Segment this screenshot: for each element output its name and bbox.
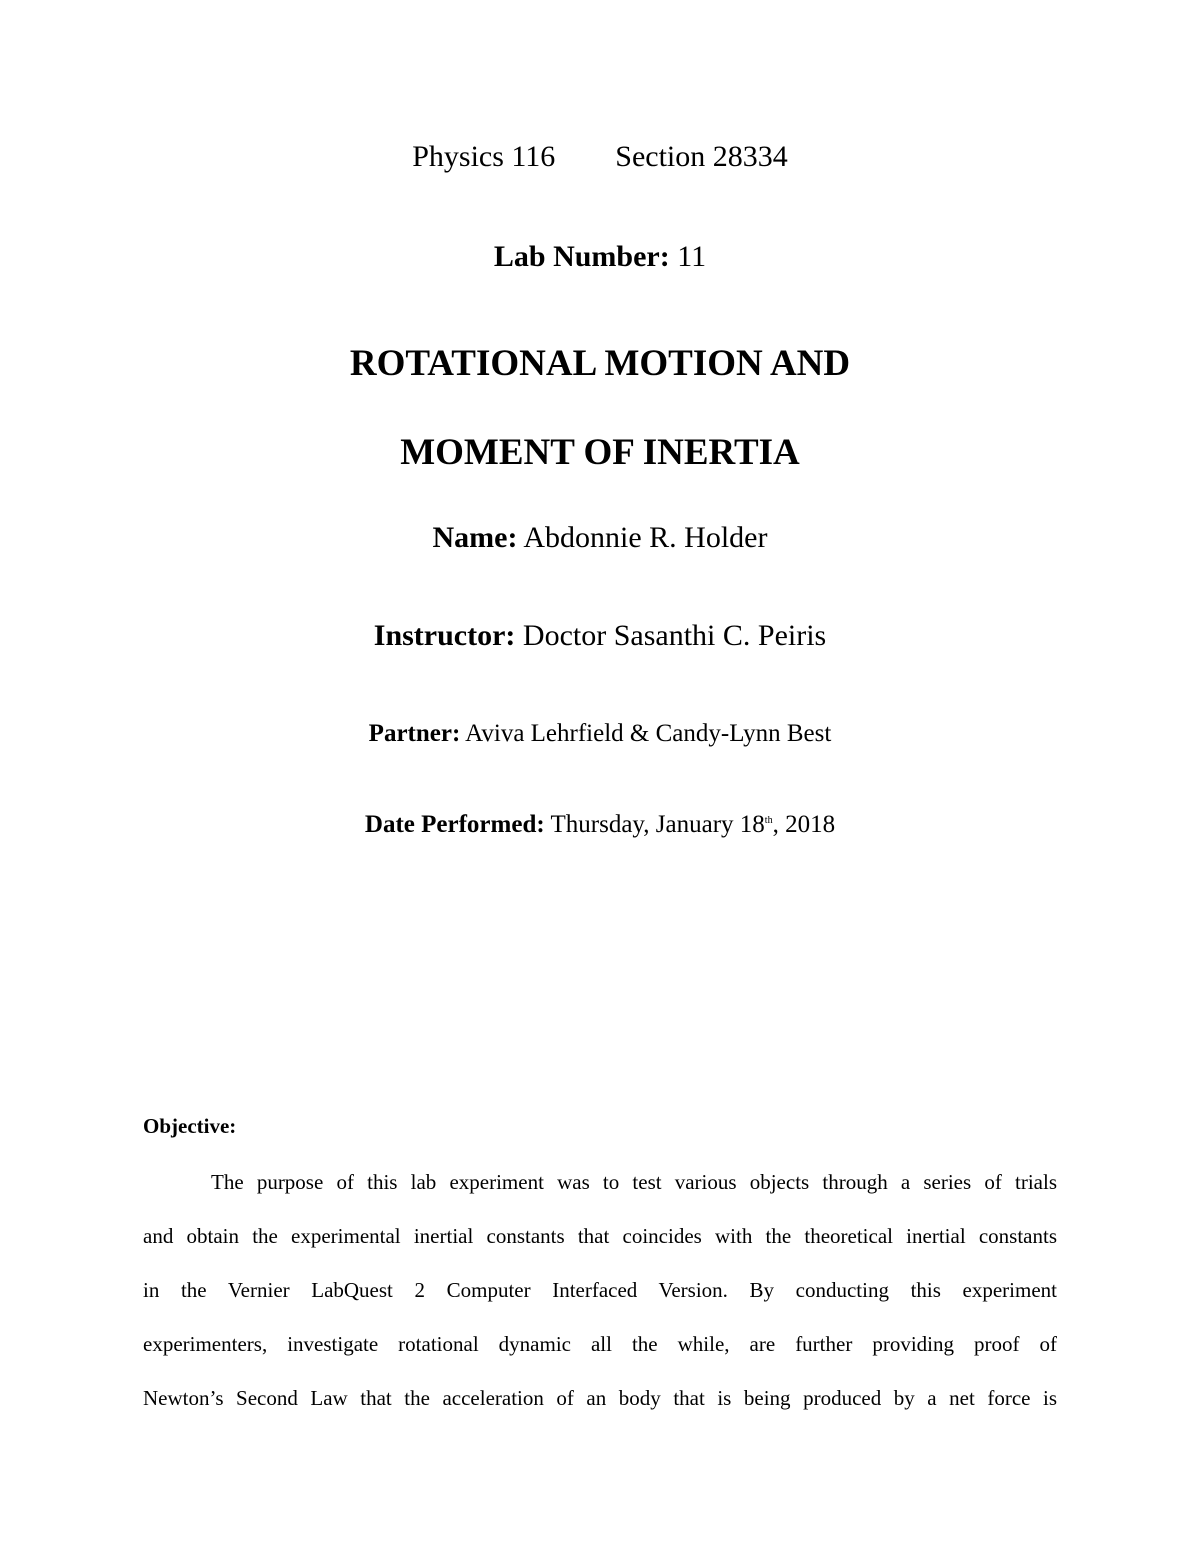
date-performed-line (0, 811, 1200, 839)
paragraph-line: The purpose of this lab experiment was to test various objects through a series of trials (211, 1170, 1057, 1194)
section-number: Section 28334 (615, 140, 788, 173)
course-section-line (0, 140, 1200, 174)
lab-number-line (0, 240, 1200, 274)
partner-value: Aviva Lehrfield & Candy-Lynn Best (465, 720, 832, 747)
date-label: Date Performed: (364, 811, 545, 838)
date-value-year: , 2018 (772, 811, 836, 838)
name-value: Abdonnie R. Holder (523, 521, 768, 554)
date-ordinal-suffix: th (764, 815, 773, 826)
date-value-day: Thursday, January 18 (550, 811, 765, 838)
course-name: Physics 116 (412, 140, 556, 173)
paragraph-line: and obtain the experimental inertial constants that coincides with the theoretical inertial constants (143, 1224, 1057, 1248)
lab-number-label: Lab Number: (493, 240, 670, 273)
instructor-label: Instructor: (373, 619, 516, 652)
student-name-line (0, 521, 1200, 555)
document-title-line-1: ROTATIONAL MOTION AND (349, 343, 851, 384)
document-title-line-2: MOMENT OF INERTIA (400, 432, 800, 473)
objective-heading: Objective: (143, 1114, 237, 1138)
paragraph-line: experimenters, investigate rotational dynamic all the while, are further providing proof of (143, 1332, 1057, 1356)
name-label: Name: (432, 521, 518, 554)
instructor-line (0, 619, 1200, 653)
lab-number-value: 11 (677, 240, 707, 273)
instructor-value: Doctor Sasanthi C. Peiris (522, 619, 827, 652)
date-value (551, 811, 836, 838)
partner-label: Partner: (368, 720, 461, 747)
paragraph-line: Newton’s Second Law that the acceleration of an body that is being produced by a net force is (143, 1386, 1057, 1410)
paragraph-line: in the Vernier LabQuest 2 Computer Interfaced Version. By conducting this experiment (143, 1278, 1057, 1302)
partner-line (0, 720, 1200, 748)
